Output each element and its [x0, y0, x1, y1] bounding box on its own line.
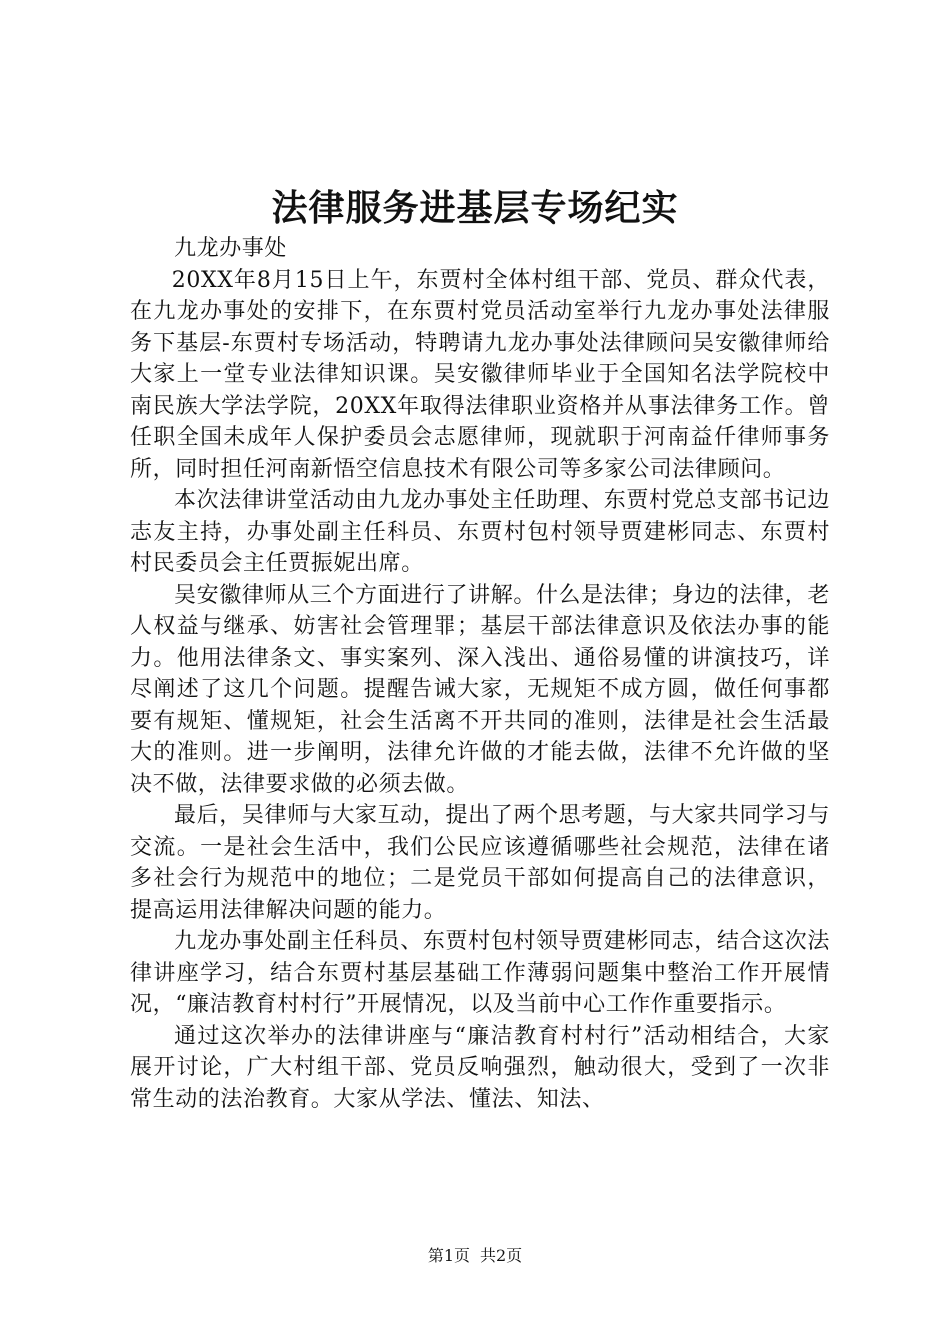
document-body — [130, 233, 830, 1115]
page-total: 共2页 — [480, 1246, 523, 1265]
byline: 九龙办事处 — [174, 236, 288, 261]
paragraph-5: 九龙办事处副主任科员、东贾村包村领导贾建彬同志，结合这次法律讲座学习，结合东贾村基层基础工作薄弱问题集中整治工作开展情况，“廉洁教育村村行”开展情况，以及当前中心工作作重要指示。 — [130, 929, 830, 1017]
paragraph-2: 本次法律讲堂活动由九龙办事处主任助理、东贾村党总支部书记边志友主持，办事处副主任科员、东贾村包村领导贾建彬同志、东贾村村民委员会主任贾振妮出席。 — [130, 488, 830, 576]
paragraph-1: 20XX年8月15日上午，东贾村全体村组干部、党员、群众代表，在九龙办事处的安排下，在东贾村党员活动室举行九龙办事处法律服务下基层-东贾村专场活动，特聘请九龙办事处法律顾问吴安徽律师给大家上一堂专业法律知识课。吴安徽律师毕业于全国知名法学院校中南民族大学法学院，20XX年取得法律职业资格并从事法律务工作。曾任职全国未成年人保护委员会志愿律师，现就职于河南益仟律师事务所，同时担任河南新悟空信息技术有限公司等多家公司法律顾问。 — [130, 267, 830, 482]
document-title: 法律服务进基层专场纪实 — [271, 187, 679, 229]
page-number: 第1页 — [427, 1246, 470, 1265]
paragraph-6: 通过这次举办的法律讲座与“廉洁教育村村行”活动相结合，大家展开讨论，广大村组干部、党员反响强烈，触动很大，受到了一次非常生动的法治教育。大家从学法、懂法、知法、 — [130, 1023, 830, 1112]
paragraph-4: 最后，吴律师与大家互动，提出了两个思考题，与大家共同学习与交流。一是社会生活中，我们公民应该遵循哪些社会规范，法律在诸多社会行为规范中的地位；二是党员干部如何提高自己的法律意识，提高运用法律解决问题的能力。 — [130, 803, 830, 923]
page-footer — [0, 1245, 950, 1267]
paragraph-3: 吴安徽律师从三个方面进行了讲解。什么是法律；身边的法律，老人权益与继承、妨害社会管理罪；基层干部法律意识及依法办事的能力。他用法律条文、事实案列、深入浅出、通俗易懂的讲演技巧，详尽阐述了这几个问题。提醒告诫大家，无规矩不成方圆，做任何事都要有规矩、懂规矩，社会生活离不开共同的准则，法律是社会生活最大的准则。进一步阐明，法律允许做的才能去做，法律不允许做的坚决不做，法律要求做的必须去做。 — [130, 582, 830, 797]
